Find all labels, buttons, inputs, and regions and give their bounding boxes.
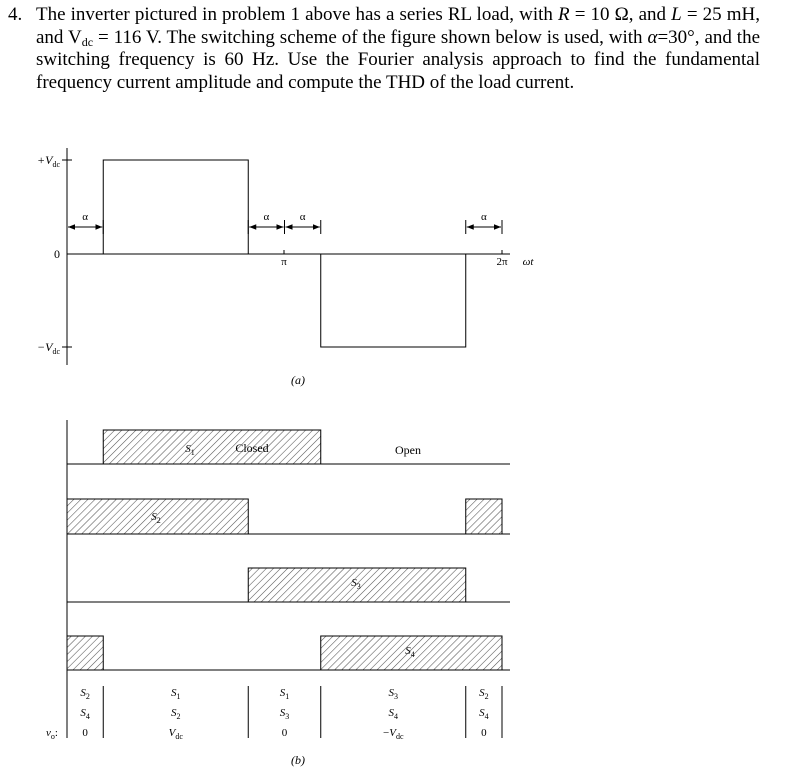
alpha-label: α bbox=[480, 211, 487, 223]
waveform-panel bbox=[37, 148, 534, 387]
table-cell: $S_4$ bbox=[479, 707, 489, 721]
table-cell: $S_2$ bbox=[80, 687, 90, 701]
s4-on-interval bbox=[67, 636, 103, 670]
open-label: Open bbox=[395, 443, 421, 457]
y-label-zero: 0 bbox=[54, 247, 60, 261]
table-cell: $S_3$ bbox=[279, 707, 290, 721]
table-cell: 0 bbox=[281, 727, 288, 739]
s1-label: $S_1$ bbox=[185, 443, 195, 457]
table-cell: $-V_{dc}$ bbox=[382, 727, 404, 741]
closed-label: Closed bbox=[235, 441, 269, 455]
s2-on-interval bbox=[466, 499, 502, 534]
table-cell: $S_4$ bbox=[80, 707, 90, 721]
caption-a: (a) bbox=[291, 373, 305, 387]
alpha-label: α bbox=[82, 211, 89, 223]
pi-label: π bbox=[281, 256, 287, 268]
s1-on-interval bbox=[103, 430, 321, 464]
s4-label: $S_4$ bbox=[405, 645, 415, 659]
table-cell: $S_1$ bbox=[171, 687, 181, 701]
omega-t-label: ωt bbox=[522, 256, 534, 268]
s3-label: $S_3$ bbox=[351, 577, 361, 591]
table-cell: $S_2$ bbox=[171, 707, 181, 721]
alpha-label: α bbox=[299, 211, 306, 223]
symbol-alpha: α bbox=[647, 26, 658, 48]
y-label-plus: $+V_{dc}$ bbox=[37, 153, 60, 169]
problem-text-1: The inverter pictured in problem 1 above has a series RL load, with bbox=[36, 4, 558, 25]
problem-text-2: = 116 V. The switching scheme of the figure shown below is used, with bbox=[93, 26, 648, 48]
conduction-table bbox=[80, 686, 502, 741]
caption-b: (b) bbox=[291, 753, 305, 767]
switch-state-panel bbox=[46, 420, 510, 767]
resistance-value: = 10 Ω, and bbox=[569, 4, 672, 25]
vdc-subscript: dc bbox=[81, 34, 94, 49]
table-cell: 0 bbox=[82, 727, 88, 739]
inductance-value: = 25 mH, and V bbox=[36, 4, 760, 48]
problem-number: 4. bbox=[8, 4, 23, 25]
table-cell: $S_2$ bbox=[479, 687, 489, 701]
problem-text-3: =30°, and the switching frequency is 60 Hz. Use the Fourier analysis approach to find the fundamental frequency current amplitude and compute the THD of the load current. bbox=[36, 26, 761, 93]
s2-label: $S_2$ bbox=[151, 511, 161, 525]
two-pi-label: 2π bbox=[496, 256, 508, 268]
table-cell: $S_4$ bbox=[388, 707, 398, 721]
symbol-r: R bbox=[558, 4, 570, 25]
symbol-l: L bbox=[671, 4, 682, 25]
table-cell: 0 bbox=[481, 727, 487, 739]
table-cell: $S_3$ bbox=[388, 687, 398, 701]
vo-label: $v_o$: bbox=[46, 727, 58, 741]
alpha-dimension-marks bbox=[67, 211, 502, 234]
table-cell: $S_1$ bbox=[279, 687, 290, 701]
table-cell: $V_{dc}$ bbox=[168, 727, 183, 741]
alpha-label: α bbox=[263, 211, 270, 223]
y-label-minus: $-V_{dc}$ bbox=[37, 340, 60, 356]
